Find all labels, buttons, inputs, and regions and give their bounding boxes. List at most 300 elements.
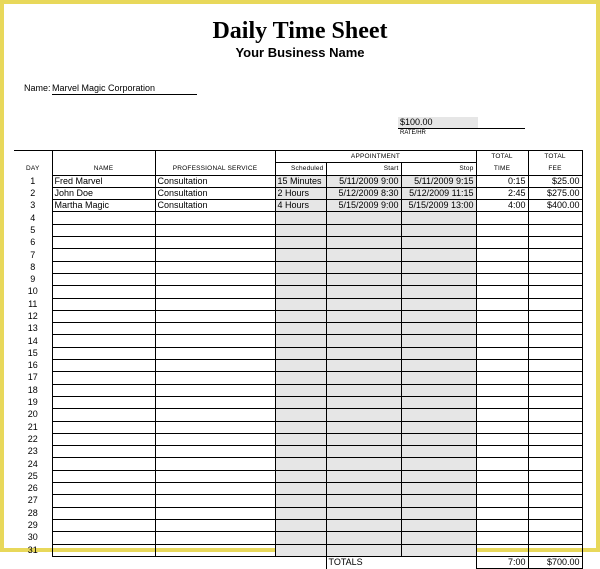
client-name-field[interactable]: Marvel Magic Corporation xyxy=(52,83,197,95)
name-cell[interactable] xyxy=(52,396,155,408)
scheduled-cell[interactable] xyxy=(275,224,326,236)
name-cell[interactable] xyxy=(52,519,155,531)
start-cell[interactable] xyxy=(326,261,401,273)
table-row xyxy=(14,372,582,384)
name-cell[interactable] xyxy=(52,249,155,261)
name-cell[interactable]: Martha Magic xyxy=(52,200,155,212)
start-cell[interactable] xyxy=(326,532,401,544)
service-cell[interactable] xyxy=(155,483,275,495)
name-cell[interactable] xyxy=(52,458,155,470)
total-fee-cell xyxy=(528,532,582,544)
name-cell[interactable] xyxy=(52,470,155,482)
total-fee-cell xyxy=(528,261,582,273)
stop-cell[interactable] xyxy=(401,249,476,261)
start-cell[interactable] xyxy=(326,298,401,310)
start-cell[interactable] xyxy=(326,458,401,470)
scheduled-cell[interactable] xyxy=(275,347,326,359)
day-cell: 18 xyxy=(27,384,38,395)
total-time-cell xyxy=(476,446,528,458)
totals-spacer xyxy=(155,556,275,568)
col-total-time-header-2: TIME xyxy=(476,163,528,175)
stop-cell[interactable] xyxy=(401,286,476,298)
total-fee-cell xyxy=(528,384,582,396)
stop-cell[interactable]: 5/12/2009 11:15 xyxy=(401,187,476,199)
name-cell[interactable] xyxy=(52,372,155,384)
stop-cell[interactable] xyxy=(401,446,476,458)
service-cell[interactable] xyxy=(155,421,275,433)
start-cell[interactable] xyxy=(326,396,401,408)
scheduled-cell[interactable] xyxy=(275,495,326,507)
col-total-fee-header-1: TOTAL xyxy=(528,151,582,163)
start-cell[interactable] xyxy=(326,273,401,285)
col-total-fee-header-2: FEE xyxy=(528,163,582,175)
service-cell[interactable] xyxy=(155,470,275,482)
day-cell: 7 xyxy=(30,249,36,260)
service-cell[interactable] xyxy=(155,360,275,372)
total-time-cell: 2:45 xyxy=(476,187,528,199)
start-cell[interactable] xyxy=(326,360,401,372)
start-cell[interactable]: 5/12/2009 8:30 xyxy=(326,187,401,199)
service-cell[interactable] xyxy=(155,335,275,347)
col-day-top xyxy=(14,151,52,163)
total-time-cell xyxy=(476,286,528,298)
table-row xyxy=(14,483,582,495)
start-cell[interactable] xyxy=(326,495,401,507)
total-fee-cell xyxy=(528,347,582,359)
table-row xyxy=(14,298,582,310)
service-cell[interactable] xyxy=(155,347,275,359)
name-cell[interactable] xyxy=(52,212,155,224)
total-time-cell: 0:15 xyxy=(476,175,528,187)
service-cell[interactable]: Consultation xyxy=(155,175,275,187)
total-time-cell xyxy=(476,335,528,347)
total-time-cell xyxy=(476,310,528,322)
name-cell[interactable] xyxy=(52,544,155,556)
stop-cell[interactable] xyxy=(401,519,476,531)
time-sheet-table xyxy=(14,150,583,569)
table-row xyxy=(14,446,582,458)
service-cell[interactable] xyxy=(155,212,275,224)
total-time-cell xyxy=(476,458,528,470)
start-cell[interactable] xyxy=(326,224,401,236)
name-cell[interactable] xyxy=(52,286,155,298)
total-time-cell xyxy=(476,396,528,408)
scheduled-cell[interactable] xyxy=(275,360,326,372)
total-time-cell xyxy=(476,249,528,261)
stop-cell[interactable] xyxy=(401,483,476,495)
total-time-cell xyxy=(476,544,528,556)
total-time-cell xyxy=(476,433,528,445)
stop-cell[interactable]: 5/15/2009 13:00 xyxy=(401,200,476,212)
total-time-cell xyxy=(476,421,528,433)
scheduled-cell[interactable] xyxy=(275,372,326,384)
totals-spacer xyxy=(275,556,326,568)
total-fee-cell: $275.00 xyxy=(528,187,582,199)
rate-field[interactable]: $100.00 xyxy=(398,117,478,128)
total-fee-cell xyxy=(528,507,582,519)
total-fee-cell: $400.00 xyxy=(528,200,582,212)
total-fee-cell xyxy=(528,446,582,458)
stop-cell[interactable] xyxy=(401,347,476,359)
service-cell[interactable] xyxy=(155,409,275,421)
stop-cell[interactable] xyxy=(401,273,476,285)
stop-cell[interactable] xyxy=(401,224,476,236)
day-cell: 4 xyxy=(30,212,36,223)
service-cell[interactable] xyxy=(155,507,275,519)
name-cell[interactable] xyxy=(52,532,155,544)
table-row xyxy=(14,360,582,372)
scheduled-cell[interactable] xyxy=(275,458,326,470)
total-fee-cell xyxy=(528,286,582,298)
total-time-cell xyxy=(476,409,528,421)
total-fee-cell xyxy=(528,470,582,482)
service-cell[interactable] xyxy=(155,458,275,470)
start-cell[interactable] xyxy=(326,286,401,298)
total-fee-cell xyxy=(528,372,582,384)
total-fee-cell xyxy=(528,273,582,285)
scheduled-cell[interactable] xyxy=(275,409,326,421)
name-cell[interactable] xyxy=(52,298,155,310)
start-cell[interactable] xyxy=(326,409,401,421)
col-appointment-header: APPOINTMENT xyxy=(275,151,476,163)
total-fee-cell: $25.00 xyxy=(528,175,582,187)
day-cell: 13 xyxy=(27,323,38,334)
start-cell[interactable]: 5/11/2009 9:00 xyxy=(326,175,401,187)
stop-cell[interactable] xyxy=(401,495,476,507)
service-cell[interactable] xyxy=(155,237,275,249)
service-cell[interactable] xyxy=(155,372,275,384)
stop-cell[interactable] xyxy=(401,433,476,445)
stop-cell[interactable] xyxy=(401,360,476,372)
total-time-cell xyxy=(476,237,528,249)
scheduled-cell[interactable] xyxy=(275,335,326,347)
col-day-header: DAY xyxy=(26,165,40,173)
stop-cell[interactable] xyxy=(401,261,476,273)
total-fee-cell xyxy=(528,458,582,470)
table-row xyxy=(14,286,582,298)
start-cell[interactable] xyxy=(326,433,401,445)
day-cell: 30 xyxy=(27,532,38,543)
start-cell[interactable]: 5/15/2009 9:00 xyxy=(326,200,401,212)
day-cell: 25 xyxy=(27,470,38,481)
scheduled-cell[interactable] xyxy=(275,532,326,544)
day-cell: 24 xyxy=(27,458,38,469)
scheduled-cell[interactable] xyxy=(275,261,326,273)
total-time-cell xyxy=(476,483,528,495)
stop-cell[interactable] xyxy=(401,237,476,249)
service-cell[interactable] xyxy=(155,323,275,335)
start-cell[interactable] xyxy=(326,237,401,249)
table-row xyxy=(14,347,582,359)
service-cell[interactable] xyxy=(155,249,275,261)
service-cell[interactable]: Consultation xyxy=(155,187,275,199)
table-row xyxy=(14,261,582,273)
day-cell: 14 xyxy=(27,335,38,346)
scheduled-cell[interactable] xyxy=(275,470,326,482)
total-fee-cell xyxy=(528,519,582,531)
total-fee-cell xyxy=(528,310,582,322)
total-fee-cell xyxy=(528,212,582,224)
total-time-cell xyxy=(476,360,528,372)
table-row xyxy=(14,175,582,187)
service-cell[interactable] xyxy=(155,532,275,544)
total-fee-cell xyxy=(528,396,582,408)
table-row xyxy=(14,433,582,445)
start-cell[interactable] xyxy=(326,323,401,335)
totals-fee: $700.00 xyxy=(528,556,582,568)
service-cell[interactable] xyxy=(155,433,275,445)
day-cell: 6 xyxy=(30,237,36,248)
col-service-header: PROFESSIONAL SERVICE xyxy=(155,163,275,175)
day-cell: 5 xyxy=(30,224,36,235)
stop-cell[interactable]: 5/11/2009 9:15 xyxy=(401,175,476,187)
stop-cell[interactable] xyxy=(401,212,476,224)
table-row xyxy=(14,237,582,249)
stop-cell[interactable] xyxy=(401,532,476,544)
table-row xyxy=(14,212,582,224)
scheduled-cell[interactable] xyxy=(275,433,326,445)
stop-cell[interactable] xyxy=(401,298,476,310)
name-cell[interactable] xyxy=(52,421,155,433)
name-cell[interactable] xyxy=(52,495,155,507)
stop-cell[interactable] xyxy=(401,384,476,396)
service-cell[interactable]: Consultation xyxy=(155,200,275,212)
total-time-cell xyxy=(476,470,528,482)
totals-spacer xyxy=(14,556,52,568)
table-row xyxy=(14,224,582,236)
total-fee-cell xyxy=(528,360,582,372)
table-row xyxy=(14,544,582,556)
name-cell[interactable]: John Doe xyxy=(52,187,155,199)
name-cell[interactable] xyxy=(52,335,155,347)
name-cell[interactable] xyxy=(52,261,155,273)
start-cell[interactable] xyxy=(326,212,401,224)
service-cell[interactable] xyxy=(155,224,275,236)
scheduled-cell[interactable] xyxy=(275,298,326,310)
day-cell: 8 xyxy=(30,261,36,272)
day-cell: 29 xyxy=(27,520,38,531)
name-cell[interactable] xyxy=(52,310,155,322)
day-cell: 23 xyxy=(27,446,38,457)
start-cell[interactable] xyxy=(326,519,401,531)
stop-cell[interactable] xyxy=(401,544,476,556)
start-cell[interactable] xyxy=(326,446,401,458)
table-row xyxy=(14,273,582,285)
day-cell: 15 xyxy=(27,347,38,358)
total-fee-cell xyxy=(528,323,582,335)
day-cell: 28 xyxy=(27,507,38,518)
name-cell[interactable] xyxy=(52,433,155,445)
scheduled-cell[interactable] xyxy=(275,483,326,495)
service-cell[interactable] xyxy=(155,310,275,322)
service-cell[interactable] xyxy=(155,298,275,310)
total-fee-cell xyxy=(528,421,582,433)
service-cell[interactable] xyxy=(155,273,275,285)
table-row xyxy=(14,409,582,421)
total-time-cell xyxy=(476,384,528,396)
scheduled-cell[interactable] xyxy=(275,421,326,433)
day-cell: 3 xyxy=(30,200,36,211)
day-cell: 17 xyxy=(27,372,38,383)
service-cell[interactable] xyxy=(155,495,275,507)
start-cell[interactable] xyxy=(326,483,401,495)
totals-time: 7:00 xyxy=(476,556,528,568)
start-cell[interactable] xyxy=(326,335,401,347)
scheduled-cell[interactable] xyxy=(275,384,326,396)
day-cell: 12 xyxy=(27,311,38,321)
start-cell[interactable] xyxy=(326,470,401,482)
service-cell[interactable] xyxy=(155,544,275,556)
service-cell[interactable] xyxy=(155,261,275,273)
table-row xyxy=(14,323,582,335)
name-cell[interactable] xyxy=(52,273,155,285)
table-row xyxy=(14,384,582,396)
total-fee-cell xyxy=(528,495,582,507)
table-row xyxy=(14,187,582,199)
total-fee-cell xyxy=(528,483,582,495)
total-time-cell xyxy=(476,261,528,273)
scheduled-cell[interactable] xyxy=(275,286,326,298)
table-row xyxy=(14,421,582,433)
name-cell[interactable] xyxy=(52,446,155,458)
page-title: Daily Time Sheet xyxy=(212,18,388,44)
table-row xyxy=(14,470,582,482)
day-cell: 27 xyxy=(27,495,38,506)
stop-cell[interactable] xyxy=(401,470,476,482)
name-cell[interactable] xyxy=(52,237,155,249)
stop-cell[interactable] xyxy=(401,421,476,433)
name-cell[interactable] xyxy=(52,384,155,396)
total-time-cell xyxy=(476,273,528,285)
table-row xyxy=(14,519,582,531)
name-cell[interactable] xyxy=(52,483,155,495)
start-cell[interactable] xyxy=(326,347,401,359)
col-start-header: Start xyxy=(326,163,401,175)
stop-cell[interactable] xyxy=(401,323,476,335)
table-row xyxy=(14,249,582,261)
col-scheduled-header: Scheduled xyxy=(275,163,326,175)
scheduled-cell[interactable] xyxy=(275,323,326,335)
total-fee-cell xyxy=(528,249,582,261)
scheduled-cell[interactable] xyxy=(275,396,326,408)
name-cell[interactable] xyxy=(52,507,155,519)
totals-spacer xyxy=(52,556,155,568)
day-cell: 11 xyxy=(28,298,38,309)
total-time-cell xyxy=(476,495,528,507)
scheduled-cell[interactable] xyxy=(275,507,326,519)
scheduled-cell[interactable] xyxy=(275,249,326,261)
day-cell: 31 xyxy=(27,544,38,555)
day-cell: 16 xyxy=(27,360,38,371)
name-cell[interactable] xyxy=(52,409,155,421)
stop-cell[interactable] xyxy=(401,335,476,347)
day-cell: 9 xyxy=(30,274,36,285)
table-row xyxy=(14,458,582,470)
scheduled-cell[interactable] xyxy=(275,544,326,556)
service-cell[interactable] xyxy=(155,384,275,396)
total-fee-cell xyxy=(528,433,582,445)
service-cell[interactable] xyxy=(155,286,275,298)
table-row xyxy=(14,335,582,347)
service-cell[interactable] xyxy=(155,519,275,531)
start-cell[interactable] xyxy=(326,372,401,384)
name-cell[interactable] xyxy=(52,323,155,335)
total-time-cell xyxy=(476,532,528,544)
stop-cell[interactable] xyxy=(401,409,476,421)
total-fee-cell xyxy=(528,298,582,310)
day-cell: 20 xyxy=(27,409,38,420)
table-row xyxy=(14,200,582,212)
start-cell[interactable] xyxy=(326,421,401,433)
total-time-cell: 4:00 xyxy=(476,200,528,212)
start-cell[interactable] xyxy=(326,384,401,396)
scheduled-cell[interactable] xyxy=(275,446,326,458)
client-name-label: Name: xyxy=(24,83,51,93)
rate-underline xyxy=(398,128,525,129)
stop-cell[interactable] xyxy=(401,458,476,470)
stop-cell[interactable] xyxy=(401,310,476,322)
start-cell[interactable] xyxy=(326,249,401,261)
total-time-cell xyxy=(476,212,528,224)
service-cell[interactable] xyxy=(155,446,275,458)
business-name: Your Business Name xyxy=(235,45,365,60)
rate-label: RATE/HR xyxy=(400,130,426,136)
start-cell[interactable] xyxy=(326,310,401,322)
total-time-cell xyxy=(476,224,528,236)
scheduled-cell[interactable]: 4 Hours xyxy=(275,200,326,212)
total-fee-cell xyxy=(528,335,582,347)
day-cell: 21 xyxy=(27,421,38,432)
name-cell[interactable] xyxy=(52,347,155,359)
stop-cell[interactable] xyxy=(401,507,476,519)
table-row xyxy=(14,396,582,408)
service-cell[interactable] xyxy=(155,396,275,408)
day-cell: 19 xyxy=(27,397,38,408)
scheduled-cell[interactable] xyxy=(275,212,326,224)
total-time-cell xyxy=(476,347,528,359)
col-stop-header: Stop xyxy=(401,163,476,175)
table-row xyxy=(14,310,582,322)
total-time-cell xyxy=(476,507,528,519)
totals-label: TOTALS xyxy=(326,556,476,568)
total-time-cell xyxy=(476,323,528,335)
stop-cell[interactable] xyxy=(401,372,476,384)
name-cell[interactable]: Fred Marvel xyxy=(52,175,155,187)
scheduled-cell[interactable]: 15 Minutes xyxy=(275,175,326,187)
total-time-cell xyxy=(476,519,528,531)
col-name-header: NAME xyxy=(52,163,155,175)
day-cell: 2 xyxy=(30,188,36,199)
start-cell[interactable] xyxy=(326,544,401,556)
col-name-top xyxy=(52,151,155,163)
scheduled-cell[interactable] xyxy=(275,273,326,285)
start-cell[interactable] xyxy=(326,507,401,519)
total-fee-cell xyxy=(528,544,582,556)
total-fee-cell xyxy=(528,224,582,236)
total-time-cell xyxy=(476,298,528,310)
name-cell[interactable] xyxy=(52,224,155,236)
col-total-time-header-1: TOTAL xyxy=(476,151,528,163)
day-cell: 26 xyxy=(27,483,38,494)
name-cell[interactable] xyxy=(52,360,155,372)
day-cell: 10 xyxy=(27,286,38,297)
scheduled-cell[interactable]: 2 Hours xyxy=(275,187,326,199)
table-row xyxy=(14,495,582,507)
stop-cell[interactable] xyxy=(401,396,476,408)
scheduled-cell[interactable] xyxy=(275,310,326,322)
scheduled-cell[interactable] xyxy=(275,237,326,249)
scheduled-cell[interactable] xyxy=(275,519,326,531)
